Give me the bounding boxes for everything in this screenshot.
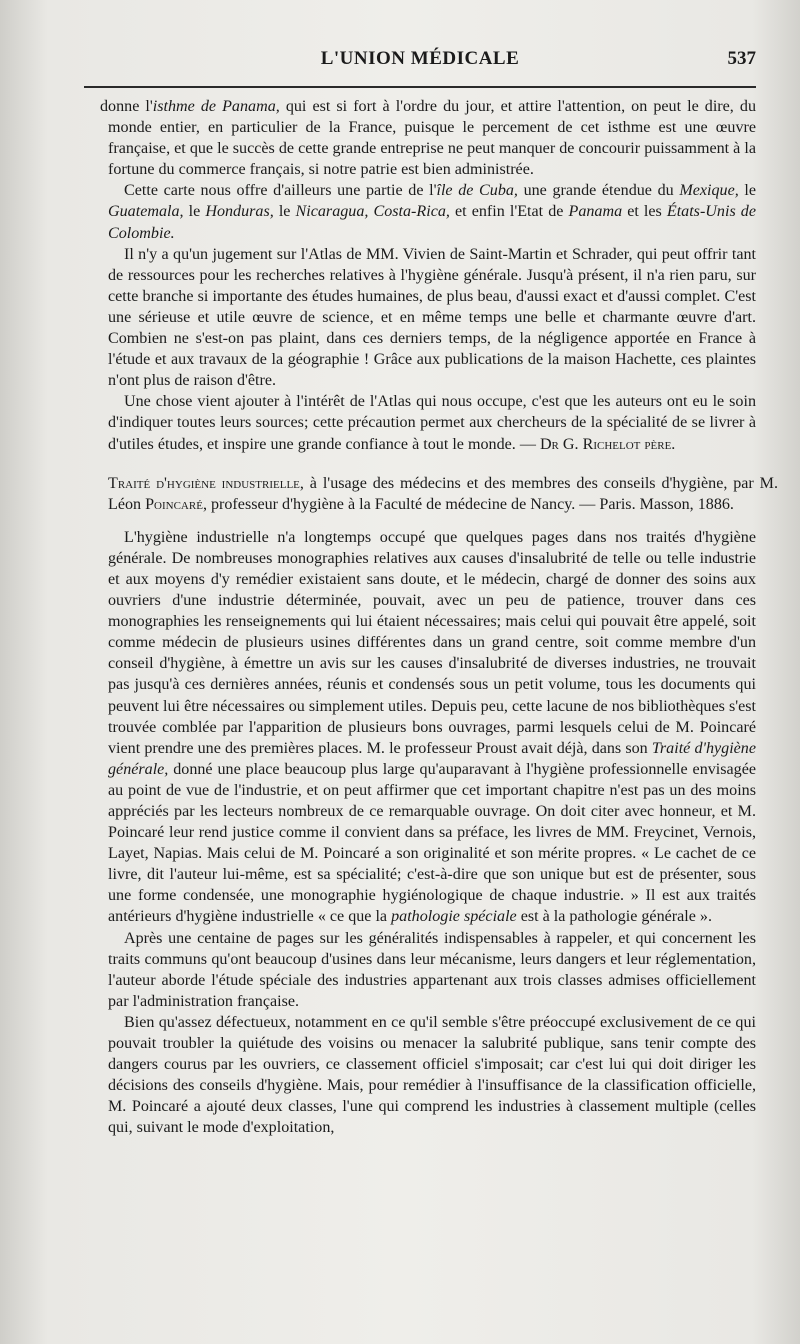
text-run: Une chose vient ajouter à l'intérêt de l'Atlas qui nous occupe, c'est que les auteurs ont eu le soin d'indiquer toutes leurs sources; cette précaution permet aux chercheurs de la spécialité de se livrer à d'utiles études, et inspire une grande confiance à tout le monde. — (108, 393, 756, 453)
running-title: L'UNION MÉDICALE (320, 48, 520, 69)
paragraph-industrial-hygiene (108, 527, 756, 928)
paragraph-panama (100, 96, 756, 180)
place-name: île de Cuba, (436, 182, 518, 200)
page-header (84, 48, 756, 74)
text-run: et enfin l'Etat de (449, 203, 569, 221)
text-run: donne l' (100, 98, 153, 115)
paragraph-map-contents (108, 180, 756, 243)
text-run: le (738, 182, 757, 200)
paragraph-classification: Bien qu'assez défectueux, notamment en ce qu'il semble s'être préoccupé exclusivement de ce qui pouvait troubler la quiétude des voisins ou menacer la salubrité publique, sans tenir compte des dangers courus par les ouvriers, ce classement officiel s'imposait; car c'est lui qui doit diriger les décisions des conseils d'hygiène. Mais, pour remédier à l'insuffisance de la classification officielle, M. Poincaré a ajouté deux classes, l'une qui comprend les industries à classement multiple (celles qui, suivant le mode d'exploitation, (108, 1013, 756, 1137)
book-title: Traité d'hygiène industrielle (108, 474, 300, 492)
place-name: Mexique, (679, 182, 739, 200)
article-body (100, 96, 778, 1139)
text-run: est à la pathologie générale ». (516, 908, 712, 926)
cited-title: Traité d'hygiène générale, (108, 739, 756, 778)
text-run: le (273, 203, 296, 221)
italic-term: pathologie spéciale (391, 908, 517, 926)
text-run: , à l'usage des médecins et des membres des conseils d'hygiène, par M. Léon (108, 474, 778, 513)
paragraph-generalities: Après une centaine de pages sur les généralités indispensables à rappeler, et qui concernent les traits communs qu'ont beaucoup d'usines dans leur mécanisme, leurs dangers et leur réglementation, l'auteur aborde l'étude spéciale des industries appartenant aux trois classes admises officiellement par l'administration française. (108, 929, 756, 1010)
review-heading (86, 473, 778, 515)
page-number: 537 (727, 48, 756, 69)
paragraph-atlas-judgement: Il n'y a qu'un jugement sur l'Atlas de MM. Vivien de Saint-Martin et Schrader, qui peut offrir tant de ressources pour les recherches relatives à l'hygiène générale. Jusqu'à présent, il n'a rien paru, sur cette branche si importante des études humaines, de plus beau, d'aussi exact et d'aussi complet. C'est une sérieuse et utile œuvre de science, et en même temps une belle et charmante œuvre d'art. Combien ne s'est-on pas plaint, dans ces derniers temps, de la négligence apportée en France à l'étude et aux travaux de la géographie ! Grâce aux publications de la maison Hachette, ces plaintes n'ont plus de raison d'être. (108, 245, 756, 390)
place-name: Honduras, (205, 203, 274, 221)
place-name: isthme de Panama, (152, 98, 280, 115)
text-run: donné une place beaucoup plus large qu'auparavant à l'hygiène professionnelle envisagée au point de vue de l'industrie, et on peut affirmer que cet important chapitre n'est pas un des moins appréciés par les lecteurs nombreux de ce remarquable ouvrage. On doit citer avec honneur, et M. Poincaré leur rend justice comme il convient dans sa préface, les livres de MM. Freycinet, Vernois, Layet, Napias. Mais celui de M. Poincaré a son originalité et son mérite propres. « Le cachet de ce livre, dit l'auteur lui-même, est sa spécialité; c'est-à-dire que son unique but est de présenter, sous une forme condensée, une monographie hygiénologique de chaque industrie. » Il est aux traités antérieurs d'hygiène industrielle « ce que la (108, 760, 756, 926)
header-rule (84, 86, 756, 88)
place-name: États-Unis de Colombie. (108, 203, 756, 242)
text-run: une grande étendue du (517, 182, 680, 200)
text-run: , professeur d'hygiène à la Faculté de médecine de Nancy. — Paris. Masson, 1886. (202, 495, 734, 513)
text-run: le (183, 203, 206, 221)
author-signature: Dr G. Richelot père. (539, 435, 676, 453)
place-name: Nicaragua, Costa-Rica, (295, 203, 450, 221)
text-run: L'hygiène industrielle n'a longtemps occupé que quelques pages dans nos traités d'hygiène générale. De nombreuses monographies relatives aux causes d'insalubrité de telle ou telle industrie et aux moyens d'y remédier existaient sans doute, et le médecin, chargé de donner des soins aux ouvriers d'une industrie déterminée, pouvait, avec un peu de patience, trouver dans ces monographies les renseignements qui lui étaient nécessaires; mais celui qui pouvait être appelé, soit comme médecin de plusieurs usines différentes dans un grand centre, soit comme membre d'un conseil d'hygiène, à émettre un avis sur les causes d'insalubrité de diverses industries, ne trouvait pas jusqu'à ces dernières années, réunis et condensés sous un petit volume, tous les documents qui peuvent lui être nécessaires ou simplement utiles. Depuis peu, cette lacune de nos bibliothèques s'est trouvée comblée par l'apparition de plusieurs bons ouvrages, parmi lesquels celui de M. Poincaré vient prendre une des premières places. M. le professeur Proust avait déjà, dans son (108, 528, 756, 757)
place-name: Guatemala, (108, 203, 184, 221)
book-author: Poincaré (145, 495, 203, 513)
text-run: et les (622, 203, 667, 221)
text-run: qui est si fort à l'ordre du jour, et attire l'attention, on peut le dire, du monde entier, en particulier de la France, puisque le percement de cet isthme est une œuvre française, et que le succès de cette grande entreprise ne peut manquer de concourir puissamment à la fortune du commerce français, si notre patrie est bien administrée. (108, 98, 756, 179)
place-name: Panama (568, 203, 623, 221)
text-run: Cette carte nous offre d'ailleurs une partie de l' (124, 182, 437, 200)
paragraph-atlas-sources (108, 391, 756, 454)
